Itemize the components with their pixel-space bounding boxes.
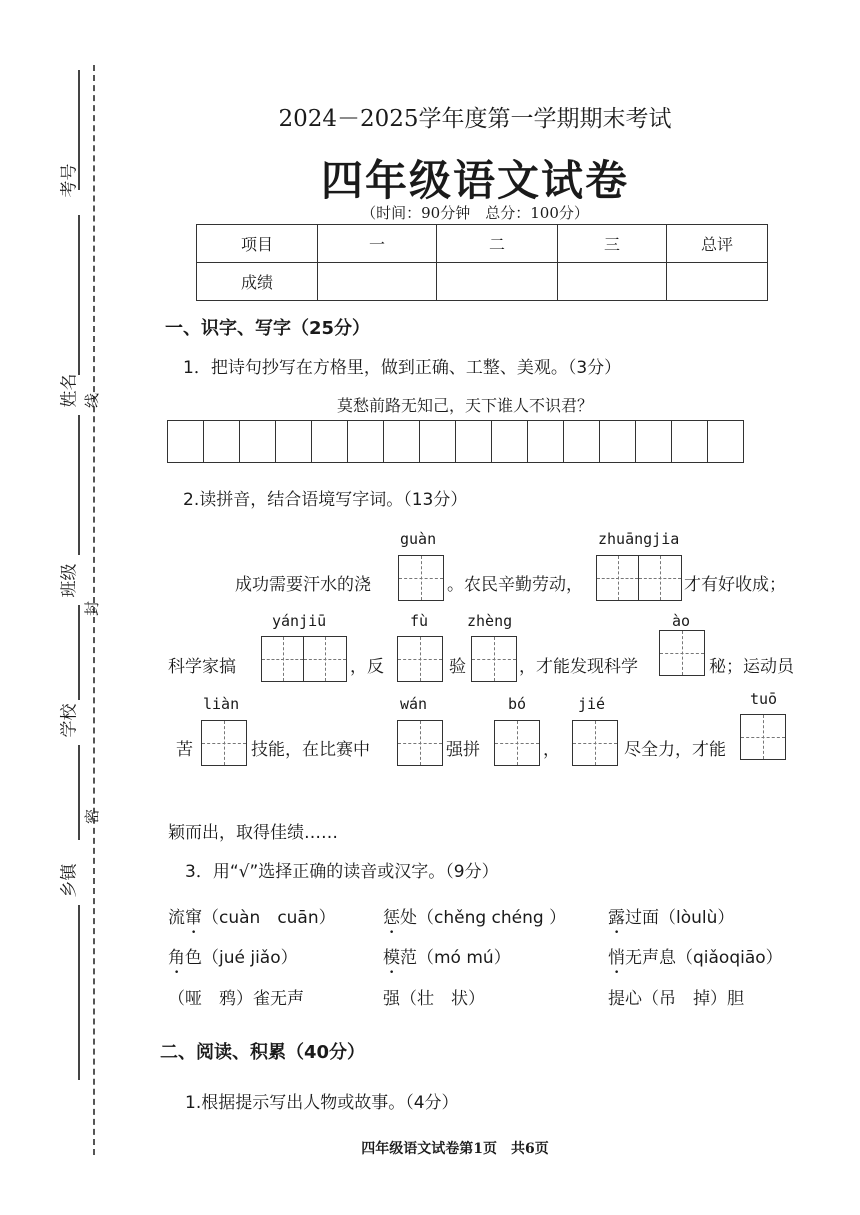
- option-louguomian[interactable]: 露过面（lòulù）: [608, 908, 735, 928]
- answer-box-jie[interactable]: [572, 720, 618, 766]
- answer-box-zheng[interactable]: [471, 636, 517, 682]
- name-label: 姓名: [59, 373, 80, 408]
- pinyin-fu: fù: [410, 612, 429, 630]
- score-cell[interactable]: [437, 263, 558, 301]
- score-row-label: 成绩: [197, 263, 318, 301]
- section1-title: 一、识字、写字（25分）: [165, 318, 371, 339]
- answer-box-fu[interactable]: [397, 636, 443, 682]
- line1-text-3: 才有好收成；: [684, 575, 786, 595]
- score-header-1: 一: [318, 225, 437, 263]
- line3-text-2: 技能，在比赛中: [251, 740, 370, 760]
- section2-title: 二、阅读、积累（40分）: [160, 1042, 366, 1063]
- answer-box-guan[interactable]: [398, 555, 444, 601]
- name-line: [78, 215, 80, 375]
- line3-text-3: 强拼: [446, 740, 480, 760]
- score-header-3: 三: [558, 225, 667, 263]
- pinyin-bo: bó: [508, 695, 527, 713]
- line1-text-1: 成功需要汗水的浇: [235, 575, 371, 595]
- answer-box-wan[interactable]: [397, 720, 443, 766]
- seal-mi-char: 密: [83, 808, 102, 825]
- option-chengchu[interactable]: 惩处（chěng chéng ）: [383, 908, 567, 928]
- score-header-2: 二: [437, 225, 558, 263]
- line3-text-1: 苦: [176, 740, 193, 760]
- answer-box-ao[interactable]: [659, 630, 705, 676]
- option-tixindiaodan[interactable]: 提心（吊 掉）胆: [608, 989, 744, 1009]
- answer-box-yanjiu[interactable]: [261, 636, 347, 682]
- score-cell[interactable]: [318, 263, 437, 301]
- pinyin-zheng: zhèng: [467, 612, 513, 630]
- exam-no-label: 考号: [59, 163, 80, 198]
- score-cell[interactable]: [667, 263, 768, 301]
- exam-subtitle: 2024－2025学年度第一学期期末考试: [278, 106, 672, 132]
- question-2-1: 1.根据提示写出人物或故事。（4分）: [185, 1093, 459, 1113]
- pinyin-wan: wán: [400, 695, 428, 713]
- answer-box-bo[interactable]: [494, 720, 540, 766]
- line2-text-2: ，反: [350, 657, 384, 677]
- option-juese[interactable]: 角色（jué jiǎo）: [168, 948, 298, 968]
- score-header-item: 项目: [197, 225, 318, 263]
- school-label: 学校: [59, 703, 80, 738]
- copy-grid[interactable]: [168, 420, 744, 463]
- answer-box-lian[interactable]: [201, 720, 247, 766]
- time-info: （时间：90分钟 总分：100分）: [361, 204, 589, 222]
- page-footer: 四年级语文试卷第1页 共6页: [361, 1141, 549, 1157]
- option-queshengwu[interactable]: （哑 鸦）雀无声: [168, 989, 304, 1009]
- question-1-2: 2.读拼音，结合语境写字词。（13分）: [183, 490, 468, 510]
- poem-line: 莫愁前路无知己，天下谁人不识君？: [336, 396, 593, 415]
- option-mofan[interactable]: 模范（mó mú）: [383, 948, 511, 968]
- exam-title: 四年级语文试卷: [320, 156, 629, 205]
- school-line: [78, 605, 80, 700]
- line3-text-4: ，: [543, 740, 560, 760]
- seal-line-char: 线: [83, 392, 102, 409]
- line2-text-5: 秘；运动员: [709, 657, 794, 677]
- score-cell[interactable]: [558, 263, 667, 301]
- pinyin-zhuangjia: zhuāngjia: [598, 530, 680, 548]
- option-liucuan[interactable]: 流窜（cuàn cuān）: [168, 908, 336, 928]
- line2-text-3: 验: [449, 657, 466, 677]
- line2-text-4: ，才能发现科学: [519, 657, 638, 677]
- pinyin-guan: guàn: [400, 530, 437, 548]
- class-label: 班级: [59, 563, 80, 598]
- line2-text-1: 科学家搞: [168, 657, 236, 677]
- town-line: [78, 745, 80, 840]
- line3-text-5: 尽全力，才能: [624, 740, 726, 760]
- seal-feng-char: 封: [83, 600, 102, 617]
- town-line-lower: [78, 905, 80, 1080]
- option-qiaowushengxi[interactable]: 悄无声息（qiǎoqiāo）: [608, 948, 783, 968]
- town-label: 乡镇: [59, 863, 80, 898]
- pinyin-jie: jié: [578, 695, 606, 713]
- score-header-total: 总评: [667, 225, 768, 263]
- question-1-3: 3．用“√”选择正确的读音或汉字。（9分）: [185, 862, 499, 882]
- question-1-1: 1．把诗句抄写在方格里，做到正确、工整、美观。（3分）: [183, 358, 622, 378]
- option-qiangzhuang[interactable]: 强（壮 状）: [383, 989, 485, 1009]
- line1-text-2: 。农民辛勤劳动，: [447, 575, 583, 595]
- score-table: [196, 224, 768, 301]
- pinyin-tuo: tuō: [750, 690, 778, 708]
- pinyin-yanjiu: yánjiū: [272, 612, 327, 630]
- pinyin-ao: ào: [672, 612, 691, 630]
- class-line: [78, 415, 80, 555]
- answer-box-tuo[interactable]: [740, 714, 786, 760]
- line4-text: 颖而出，取得佳绩……: [168, 823, 338, 843]
- pinyin-lian: liàn: [203, 695, 240, 713]
- answer-box-zhuangjia[interactable]: [596, 555, 682, 601]
